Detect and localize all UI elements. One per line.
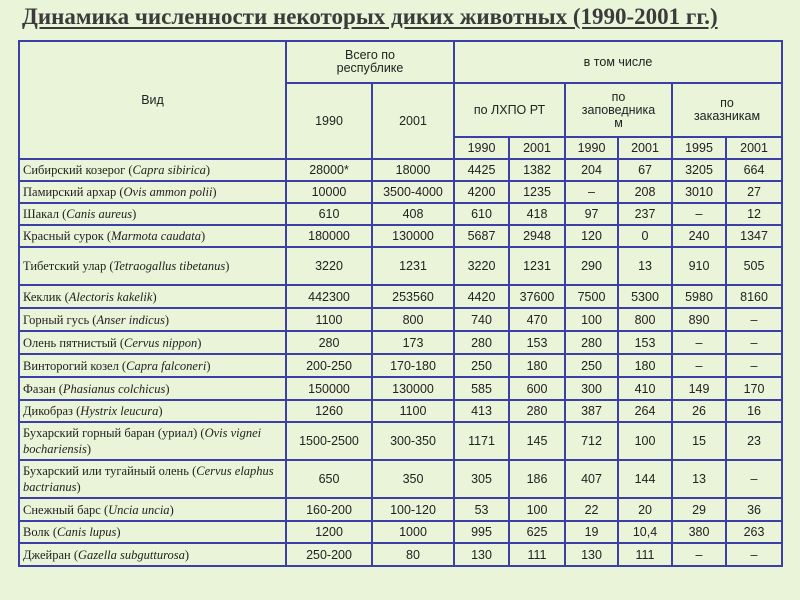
table-row: [19, 308, 782, 331]
value-cell: 170-180: [372, 354, 454, 377]
value-cell: 1260: [286, 400, 372, 422]
value-cell: 410: [618, 377, 672, 400]
species-name-latin: Cervus nippon: [124, 335, 198, 350]
value-cell: 186: [509, 460, 565, 498]
table-row: [19, 285, 782, 308]
value-cell: 1231: [509, 247, 565, 285]
value-cell: 890: [672, 308, 726, 331]
table-row: [19, 377, 782, 400]
value-cell: 800: [618, 308, 672, 331]
value-cell: 15: [672, 422, 726, 460]
species-name-ru: Олень пятнистый (: [23, 335, 124, 350]
value-cell: 712: [565, 422, 618, 460]
species-name-close: ): [164, 312, 170, 327]
value-cell: 5687: [454, 225, 509, 247]
value-cell: 204: [565, 159, 618, 181]
value-cell: 53: [454, 498, 509, 521]
species-cell: [19, 354, 286, 377]
value-cell: 350: [372, 460, 454, 498]
species-name-latin: Hystrix leucura: [80, 404, 159, 418]
species-name-latin: Anser indicus: [96, 312, 165, 327]
species-name-ru: Сибирский козерог (: [23, 163, 133, 177]
species-name-ru: Кеклик (: [23, 289, 69, 304]
value-cell: 130: [454, 543, 509, 566]
species-cell: [19, 377, 286, 400]
value-cell: 145: [509, 422, 565, 460]
value-cell: 10,4: [618, 521, 672, 543]
value-cell: 4425: [454, 159, 509, 181]
value-cell: 100: [509, 498, 565, 521]
species-name-close: ): [201, 229, 206, 243]
value-cell: 130000: [372, 377, 454, 400]
value-cell: 408: [372, 203, 454, 225]
value-cell: 160-200: [286, 498, 372, 521]
table-row: [19, 181, 782, 203]
value-cell: 144: [618, 460, 672, 498]
value-cell: 130000: [372, 225, 454, 247]
value-cell: 1171: [454, 422, 509, 460]
species-name-close: ): [76, 480, 81, 494]
species-cell: [19, 400, 286, 422]
value-cell: 600: [509, 377, 565, 400]
species-name-latin: Gazella subgutturosa: [78, 547, 185, 562]
species-name-ru: Снежный барс (: [23, 502, 109, 517]
value-cell: 442300: [286, 285, 372, 308]
header-total-1990: 1990: [286, 83, 372, 159]
species-name-latin: Ovis ammon polii: [123, 185, 213, 199]
value-cell: 305: [454, 460, 509, 498]
species-cell: [19, 422, 286, 460]
header-reserves: по заповедника м: [565, 83, 672, 137]
value-cell: 740: [454, 308, 509, 331]
value-cell: 1347: [726, 225, 782, 247]
value-cell: –: [672, 203, 726, 225]
value-cell: 200-250: [286, 354, 372, 377]
value-cell: 111: [509, 543, 565, 566]
value-cell: 300: [565, 377, 618, 400]
value-cell: –: [672, 331, 726, 354]
value-cell: 22: [565, 498, 618, 521]
value-cell: 250: [454, 354, 509, 377]
header-reserves-2001: 2001: [618, 137, 672, 159]
value-cell: 264: [618, 400, 672, 422]
species-name-latin: Alectoris kakelik: [68, 289, 153, 304]
species-cell: [19, 543, 286, 566]
value-cell: 910: [672, 247, 726, 285]
species-name-close: ): [212, 185, 217, 199]
value-cell: 13: [618, 247, 672, 285]
value-cell: 27: [726, 181, 782, 203]
value-cell: 1100: [372, 400, 454, 422]
species-cell: [19, 225, 286, 247]
table-row: [19, 543, 782, 566]
value-cell: 180: [618, 354, 672, 377]
header-sanctuaries-2001: 2001: [726, 137, 782, 159]
value-cell: 3220: [454, 247, 509, 285]
species-name-ru: Джейран (: [23, 547, 79, 562]
species-name-ru: Фазан (: [23, 381, 63, 396]
value-cell: 36: [726, 498, 782, 521]
value-cell: 3220: [286, 247, 372, 285]
value-cell: 1200: [286, 521, 372, 543]
value-cell: 208: [618, 181, 672, 203]
species-name-close: ): [152, 289, 157, 304]
value-cell: 4200: [454, 181, 509, 203]
value-cell: 3205: [672, 159, 726, 181]
value-cell: 170: [726, 377, 782, 400]
value-cell: 413: [454, 400, 509, 422]
header-reserves-1990: 1990: [565, 137, 618, 159]
species-name-latin: Phasianus colchicus: [62, 381, 166, 396]
species-name-ru: Шакал (: [23, 207, 67, 221]
species-name-ru: Дикобраз (: [23, 404, 81, 418]
species-name-ru: Бухарский или тугайный олень (: [23, 464, 197, 478]
header-sanctuaries: по заказникам: [672, 83, 782, 137]
header-total-2001: 2001: [372, 83, 454, 159]
value-cell: 12: [726, 203, 782, 225]
value-cell: 3010: [672, 181, 726, 203]
value-cell: –: [565, 181, 618, 203]
header-lhpo-1990: 1990: [454, 137, 509, 159]
value-cell: 418: [509, 203, 565, 225]
footnote: [22, 592, 782, 600]
value-cell: 1231: [372, 247, 454, 285]
value-cell: 8160: [726, 285, 782, 308]
value-cell: 505: [726, 247, 782, 285]
value-cell: 100: [618, 422, 672, 460]
value-cell: 120: [565, 225, 618, 247]
value-cell: 610: [454, 203, 509, 225]
table-row: [19, 159, 782, 181]
value-cell: 280: [454, 331, 509, 354]
value-cell: 1100: [286, 308, 372, 331]
species-name-ru: Бухарский горный баран (уриал) (: [23, 426, 205, 440]
value-cell: 67: [618, 159, 672, 181]
species-name-ru: Винторогий козел (: [23, 358, 127, 373]
species-cell: [19, 331, 286, 354]
species-cell: [19, 159, 286, 181]
species-name-latin: Capra falconeri: [126, 358, 207, 373]
value-cell: 280: [509, 400, 565, 422]
table-row: [19, 521, 782, 543]
value-cell: 470: [509, 308, 565, 331]
species-cell: [19, 285, 286, 308]
value-cell: 23: [726, 422, 782, 460]
species-cell: [19, 460, 286, 498]
value-cell: 100-120: [372, 498, 454, 521]
value-cell: 0: [618, 225, 672, 247]
species-name-latin: Ovis vignei bochariensis: [23, 426, 262, 456]
table-row: [19, 460, 782, 498]
value-cell: 1000: [372, 521, 454, 543]
value-cell: 20: [618, 498, 672, 521]
species-name-close: ): [206, 358, 211, 373]
value-cell: 1500-2500: [286, 422, 372, 460]
value-cell: –: [726, 331, 782, 354]
species-name-close: ): [165, 381, 170, 396]
value-cell: 380: [672, 521, 726, 543]
header-lhpo: по ЛХПО РТ: [454, 83, 565, 137]
species-cell: [19, 181, 286, 203]
value-cell: 585: [454, 377, 509, 400]
value-cell: 180: [509, 354, 565, 377]
value-cell: 407: [565, 460, 618, 498]
value-cell: 180000: [286, 225, 372, 247]
value-cell: 13: [672, 460, 726, 498]
value-cell: –: [726, 460, 782, 498]
value-cell: 300-350: [372, 422, 454, 460]
species-name-close: ): [197, 335, 202, 350]
species-name-close: ): [184, 547, 190, 562]
species-name-close: ): [169, 502, 174, 517]
value-cell: 800: [372, 308, 454, 331]
species-name-close: ): [205, 163, 210, 177]
value-cell: 253560: [372, 285, 454, 308]
species-name-ru: Волк (: [23, 525, 58, 539]
value-cell: 153: [618, 331, 672, 354]
species-name-latin: Canis lupus: [57, 525, 117, 539]
value-cell: 610: [286, 203, 372, 225]
population-table: [18, 40, 783, 567]
value-cell: 263: [726, 521, 782, 543]
value-cell: 2948: [509, 225, 565, 247]
value-cell: 26: [672, 400, 726, 422]
value-cell: –: [726, 308, 782, 331]
species-cell: [19, 308, 286, 331]
table-row: [19, 354, 782, 377]
species-name-latin: Tetraogallus tibetanus: [113, 259, 226, 273]
value-cell: 1382: [509, 159, 565, 181]
value-cell: –: [726, 354, 782, 377]
species-name-close: ): [225, 259, 230, 273]
page-title: Динамика численности некоторых диких животных (1990-2001 гг.): [22, 4, 718, 29]
value-cell: 995: [454, 521, 509, 543]
value-cell: 250-200: [286, 543, 372, 566]
table-row: [19, 498, 782, 521]
table-row: [19, 225, 782, 247]
species-cell: [19, 203, 286, 225]
value-cell: 664: [726, 159, 782, 181]
value-cell: 100: [565, 308, 618, 331]
table-row: [19, 247, 782, 285]
value-cell: –: [672, 543, 726, 566]
value-cell: 1235: [509, 181, 565, 203]
value-cell: 625: [509, 521, 565, 543]
species-name-latin: Cervus elaphus bactrianus: [23, 464, 274, 494]
value-cell: 10000: [286, 181, 372, 203]
species-name-close: ): [116, 525, 121, 539]
table-row: [19, 203, 782, 225]
value-cell: 28000*: [286, 159, 372, 181]
species-name-ru: Красный сурок (: [23, 229, 112, 243]
table-row: [19, 422, 782, 460]
value-cell: 5980: [672, 285, 726, 308]
species-cell: [19, 247, 286, 285]
value-cell: 150000: [286, 377, 372, 400]
value-cell: 18000: [372, 159, 454, 181]
value-cell: 37600: [509, 285, 565, 308]
species-name-close: ): [158, 404, 163, 418]
species-name-latin: Capra sibirica: [132, 163, 206, 177]
value-cell: 280: [565, 331, 618, 354]
header-lhpo-2001: 2001: [509, 137, 565, 159]
value-cell: 149: [672, 377, 726, 400]
value-cell: 3500-4000: [372, 181, 454, 203]
value-cell: 237: [618, 203, 672, 225]
value-cell: 5300: [618, 285, 672, 308]
header-including: в том числе: [454, 41, 782, 83]
value-cell: 16: [726, 400, 782, 422]
value-cell: 29: [672, 498, 726, 521]
value-cell: 4420: [454, 285, 509, 308]
species-cell: [19, 498, 286, 521]
value-cell: –: [726, 543, 782, 566]
value-cell: 97: [565, 203, 618, 225]
header-total: Всего по республике: [286, 41, 454, 83]
species-cell: [19, 521, 286, 543]
value-cell: 250: [565, 354, 618, 377]
value-cell: 7500: [565, 285, 618, 308]
header-species: Вид: [19, 41, 286, 159]
value-cell: 80: [372, 543, 454, 566]
header-sanctuaries-1995: 1995: [672, 137, 726, 159]
value-cell: 153: [509, 331, 565, 354]
species-name-latin: Uncia uncia: [108, 502, 170, 517]
table-row: [19, 331, 782, 354]
species-name-close: ): [132, 207, 137, 221]
species-name-ru: Памирский архар (: [23, 185, 124, 199]
value-cell: 280: [286, 331, 372, 354]
table-row: [19, 400, 782, 422]
value-cell: 19: [565, 521, 618, 543]
value-cell: 290: [565, 247, 618, 285]
value-cell: 173: [372, 331, 454, 354]
value-cell: 111: [618, 543, 672, 566]
species-name-latin: Canis aureus: [66, 207, 133, 221]
species-name-latin: Marmota caudata: [111, 229, 202, 243]
value-cell: 240: [672, 225, 726, 247]
value-cell: 387: [565, 400, 618, 422]
species-name-ru: Горный гусь (: [23, 312, 97, 327]
species-name-ru: Тибетский улар (: [23, 259, 114, 273]
value-cell: –: [672, 354, 726, 377]
value-cell: 130: [565, 543, 618, 566]
species-name-close: ): [86, 442, 92, 456]
value-cell: 650: [286, 460, 372, 498]
